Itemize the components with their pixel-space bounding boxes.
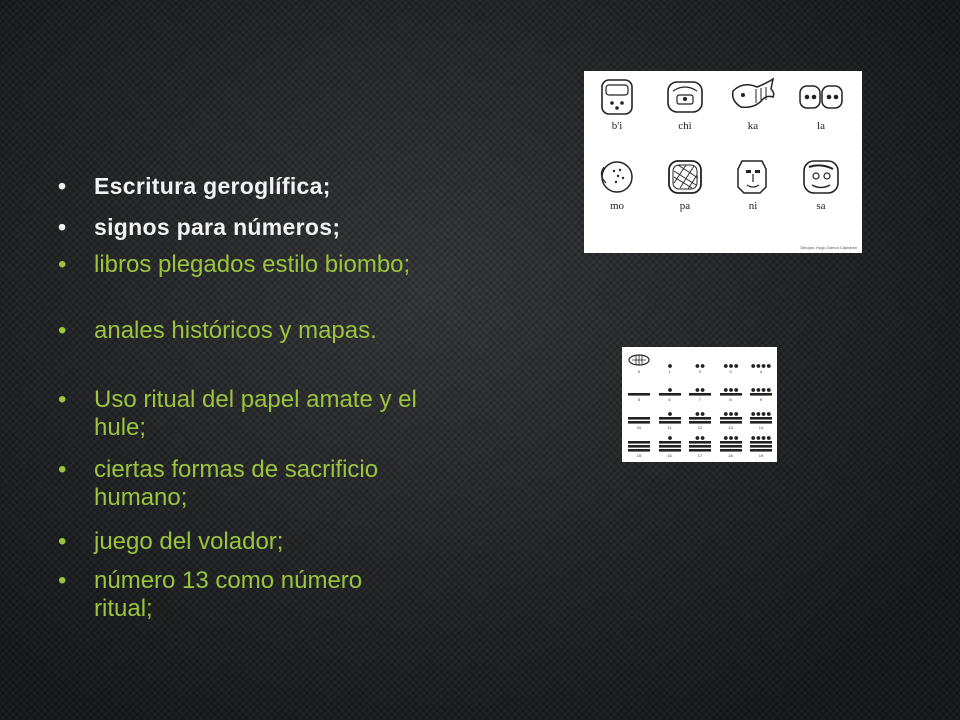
maya-syllabary-image	[584, 71, 862, 253]
numeral-cell	[685, 406, 715, 430]
maya-numerals-image	[622, 347, 777, 462]
bullet-symbol: •	[58, 456, 67, 483]
numeral-label: 9	[759, 397, 763, 402]
bullet-text: signos para números;	[94, 214, 341, 240]
maya-numeral-icon	[716, 434, 746, 454]
maya-numeral-icon	[624, 350, 654, 370]
numeral-cell	[655, 434, 685, 458]
glyph-label: ka	[747, 120, 759, 132]
numeral-label: 13	[728, 425, 733, 430]
numeral-cell	[716, 350, 746, 374]
bullet-text: número 13 como número ritual;	[94, 567, 363, 622]
numeral-cell	[624, 378, 654, 402]
numeral-cell	[624, 350, 654, 374]
numeral-cell	[655, 350, 685, 374]
numeral-cell	[685, 378, 715, 402]
numeral-cell	[685, 350, 715, 374]
maya-numeral-icon	[746, 350, 776, 370]
numeral-cell	[746, 378, 776, 402]
glyph-label: la	[817, 120, 825, 132]
glyph-label: b'i	[611, 120, 623, 132]
maya-numeral-icon	[685, 434, 715, 454]
bullet-symbol: •	[58, 251, 67, 278]
bullet-item-human-sacrifice	[58, 456, 418, 512]
numeral-cell	[716, 434, 746, 458]
mo-glyph-icon	[592, 157, 642, 197]
bullet-symbol: •	[58, 173, 67, 199]
numeral-label: 17	[697, 453, 703, 458]
numeral-label: 18	[728, 453, 733, 458]
bullet-text: anales históricos y mapas.	[94, 317, 377, 344]
numeral-label: 19	[758, 453, 764, 458]
glyph-cell	[796, 157, 846, 212]
numeral-cell	[685, 434, 715, 458]
numeral-label: 8	[729, 397, 732, 402]
glyph-label: ni	[748, 200, 758, 212]
numeral-label: 7	[698, 397, 702, 402]
bullet-item-volador-game	[58, 528, 418, 556]
numeral-cell	[655, 406, 685, 430]
sa-glyph-icon	[796, 157, 846, 197]
glyph-credit: Dibujos: Hugo García Capistrán	[800, 245, 857, 250]
bullet-text: Uso ritual del papel amate y el hule;	[94, 386, 417, 441]
bullet-text: juego del volador;	[94, 528, 284, 555]
bullet-symbol: •	[58, 317, 67, 344]
numeral-cell	[746, 350, 776, 374]
numeral-cell	[624, 406, 654, 430]
glyph-label: mo	[609, 200, 625, 212]
numeral-cell	[746, 434, 776, 458]
maya-numeral-icon	[746, 378, 776, 398]
numeral-label: 16	[667, 453, 672, 458]
maya-numeral-icon	[685, 350, 715, 370]
glyph-label: sa	[816, 200, 826, 212]
pa-glyph-icon	[660, 157, 710, 197]
bullet-item-hieroglyphic-writing	[58, 172, 418, 200]
numeral-label: 14	[758, 425, 764, 430]
numeral-label: 2	[698, 369, 702, 374]
glyph-cell	[728, 77, 778, 132]
maya-numeral-icon	[624, 406, 654, 426]
glyph-cell	[660, 157, 710, 212]
glyph-cell	[728, 157, 778, 212]
glyph-label: pa	[679, 200, 691, 212]
bullet-item-folded-books	[58, 251, 418, 279]
bullet-symbol: •	[58, 567, 67, 594]
numeral-label: 11	[667, 425, 672, 430]
ka-glyph-icon	[728, 77, 778, 117]
maya-numeral-icon	[624, 434, 654, 454]
bullet-item-annals-maps	[58, 317, 418, 345]
bullet-text: Escritura geroglífica;	[94, 173, 331, 199]
maya-numeral-icon	[716, 406, 746, 426]
maya-numeral-icon	[716, 378, 746, 398]
maya-numeral-icon	[655, 350, 685, 370]
glyph-cell	[796, 77, 846, 132]
bullet-symbol: •	[58, 386, 67, 413]
maya-numeral-icon	[685, 406, 715, 426]
glyph-label: chi	[678, 120, 692, 132]
numeral-cell	[624, 434, 654, 458]
numeral-label: 4	[759, 369, 763, 374]
numeral-label: 12	[697, 425, 703, 430]
maya-numeral-icon	[716, 350, 746, 370]
numeral-cell	[655, 378, 685, 402]
maya-numeral-icon	[655, 378, 685, 398]
bullet-symbol: •	[58, 214, 67, 240]
maya-numeral-icon	[655, 406, 685, 426]
bi-glyph-icon	[592, 77, 642, 117]
maya-numeral-icon	[746, 406, 776, 426]
chi-glyph-icon	[660, 77, 710, 117]
maya-numeral-icon	[685, 378, 715, 398]
bullet-text: libros plegados estilo biombo;	[94, 251, 411, 278]
numeral-label: 10	[636, 425, 642, 430]
bullet-item-number-signs	[58, 213, 418, 241]
numeral-label: 0	[637, 369, 641, 374]
glyph-cell	[660, 77, 710, 132]
la-glyph-icon	[796, 77, 846, 117]
maya-numeral-icon	[655, 434, 685, 454]
glyph-cell	[592, 77, 642, 132]
bullet-text: ciertas formas de sacrificio humano;	[94, 456, 379, 511]
maya-numeral-icon	[746, 434, 776, 454]
numeral-cell	[746, 406, 776, 430]
numeral-label: 3	[729, 369, 732, 374]
bullet-symbol: •	[58, 528, 67, 555]
maya-numeral-icon	[624, 378, 654, 398]
numeral-label: 6	[668, 397, 671, 402]
numeral-cell	[716, 378, 746, 402]
glyph-cell	[592, 157, 642, 212]
bullet-item-amate-paper	[58, 386, 418, 442]
ni-glyph-icon	[728, 157, 778, 197]
numeral-label: 1	[668, 369, 671, 374]
numeral-cell	[716, 406, 746, 430]
numeral-label: 5	[637, 397, 641, 402]
numeral-label: 15	[636, 453, 642, 458]
bullet-item-ritual-number	[58, 567, 418, 623]
